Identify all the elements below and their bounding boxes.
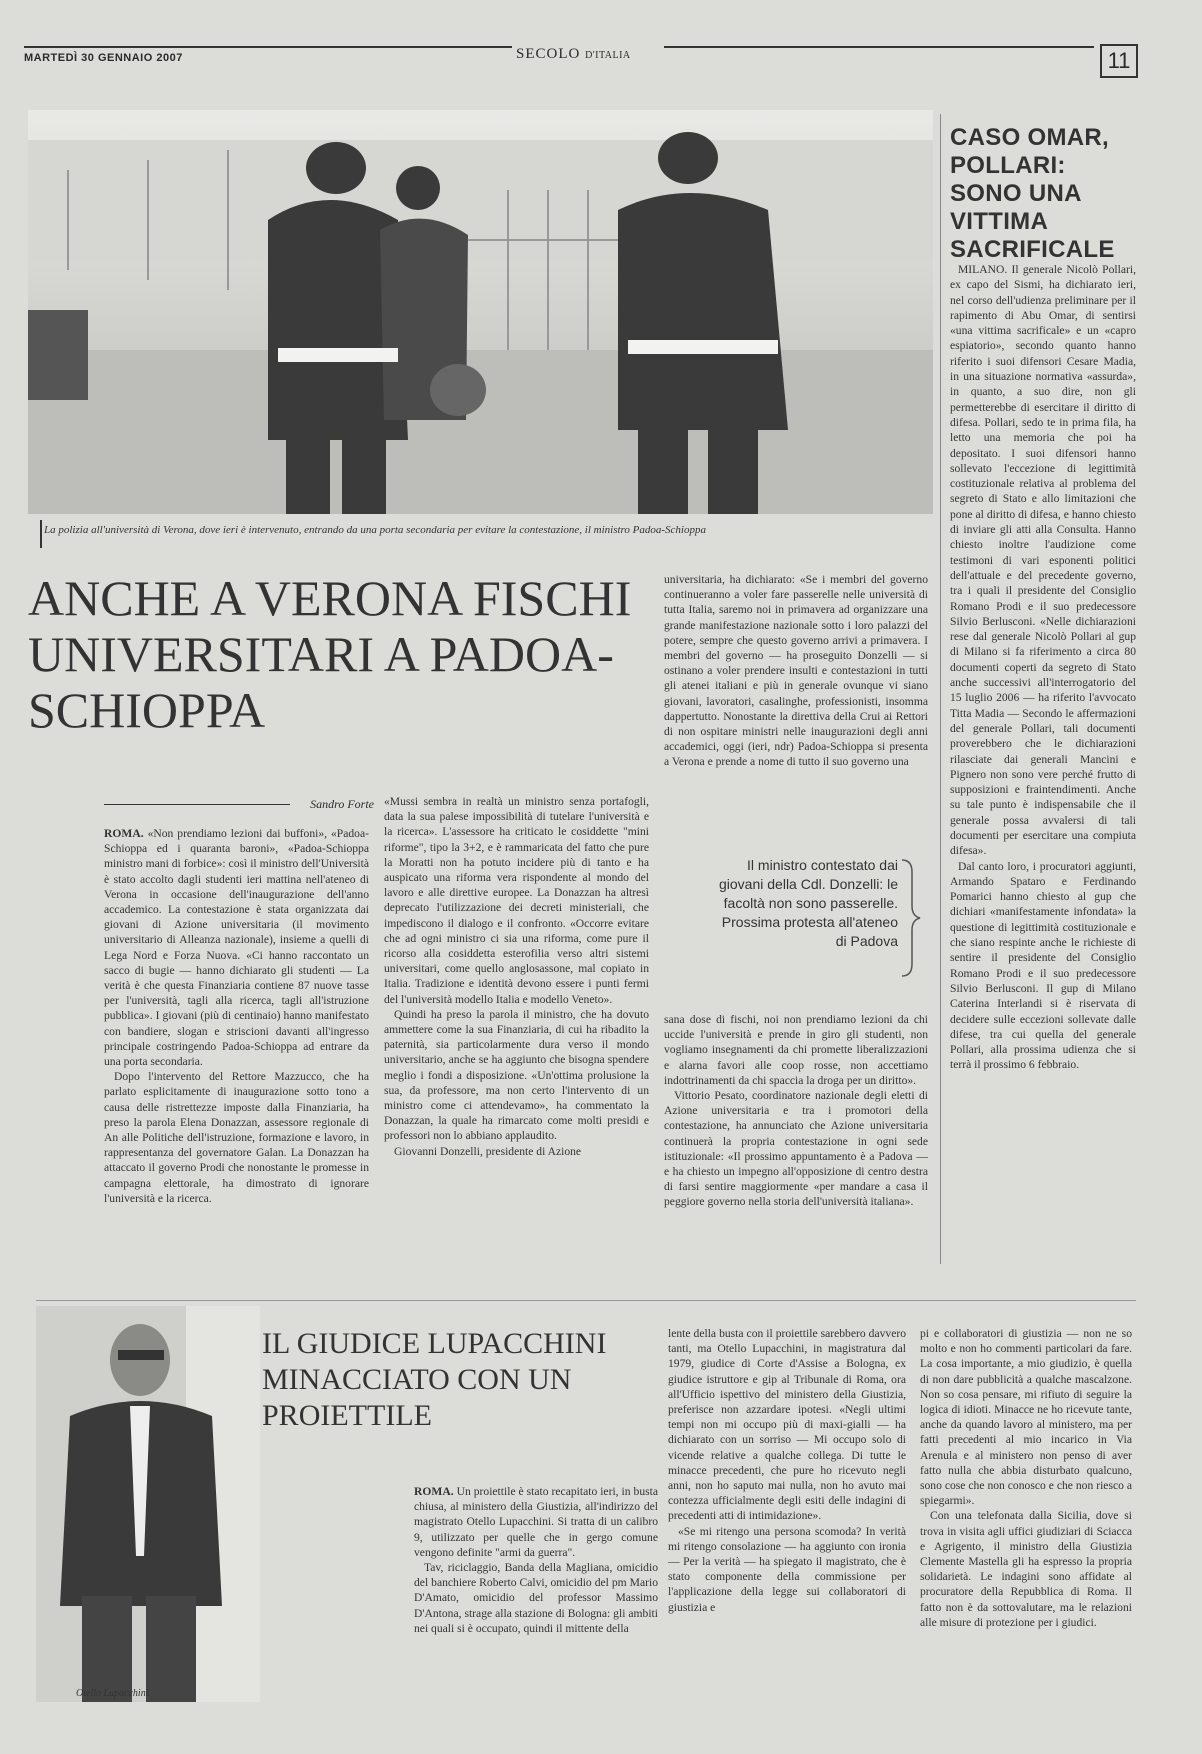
brace-ornament [898,858,924,978]
issue-date: MARTEDÌ 30 GENNAIO 2007 [24,52,183,64]
masthead-rule-left [24,46,512,48]
lead-column-2 [384,794,649,1159]
lead-text-3b: sana dose di fischi, noi non prendiamo lezioni da chi uccide l'università e prende in giro gli studenti, non vogliamo insegnamenti da chi promette liberalizzazioni e alarna favori alle coop rosse, non accettiamo indottrinamenti da chi spaccia la droga per un diritto». [664,1013,928,1087]
second-column-1 [414,1484,658,1636]
second-text-3: pi e collaboratori di giustizia — non ne so molto e non ho commenti particolari da fare. La cosa importante, a mio giudizio, è quella di non dare pubblicità a qualche mascalzone. Non so cosa pensare, mi rifiuto di seguire la logica di idioti. Minacce ne ho ricevute tante, anche da quando lavoro al ministero, ma per fatti precedenti al mio incarico in Via Arenula e al ministero non penso di aver fatto nulla che abbia disturbato qualcuno, sono cose che non conosco e che non riesco a spiegarmi». [920,1327,1132,1508]
pull-quote: Il ministro contestato dai giovani della Cdl. Donzelli: le facoltà non sono passerelle. Prossima protesta all'ateneo di Padova [719,857,898,949]
judge-photo-caption: Otello Lupacchini [76,1688,149,1699]
second-text-1: Un proiettile è stato recapitato ieri, in busta chiusa, al ministero della Giustizia, all'indirizzo del magistrato Otello Lupacchini. Si tratta di un calibro 9, utilizzato per quelle che in gergo comune vengono definite "armi da guerra". [414,1485,658,1559]
police-officers-illustration [28,110,933,514]
second-headline: IL GIUDICE LUPACCHINI MINACCIATO CON UN PROIETTILE [262,1327,607,1432]
lead-text-1: «Non prendiamo lezioni dai buffoni», «Padoa-Schioppa ed i quaranta baroni», «Padoa-Schioppa ministro mani di forbice»: così il ministro dell'Università è stato accolto dagli studenti ieri mattina nell'ateneo di Verona in occasione dell'inaugurazione dell'anno accademico. La contestazione è stata organizzata dai giovani di Azione universitaria (il movimento universitario di Alleanza nazionale), insieme a quelli di Lega Nord e Forza Nuova. «Ci hanno raccontato un sacco di bugie — hanno dichiarato gli studenti — La verità è che questa Finanziaria contiene 87 nuove tasse per l'università, tagli alla ricerca, tagli all'istruzione pubblica». I giovani (più di centinaio) hanno manifestato con bandiere, slogan e striscioni davanti all'ingresso principale costringendo Padoa-Schioppa ad entrare da una porta secondaria. [104,827,369,1069]
sidebar-paragraph-1: MILANO. Il generale Nicolò Pollari, ex capo del Sismi, ha dichiarato ieri, nel corso dell'udienza preliminare per il rapimento di Abu Omar, di sentirsi «una vittima sacrificale» e un «capro espiatorio», secondo quanto hanno riferito i suoi difensori Cesare Madia, in una situazione normativa «assurda», in quanto, a suo dire, non gli permetterebbe di esercitare il diritto di difesa. Pollari, sedo te in prima fila, ha letto una memoria che poi ha depositato. I suoi difensori hanno sollevato l'eccezione di legittimità costituzionale relativa al problema del segreto di Stato e allo limitazioni che pone al diritto di difesa, e hanno chiesto di inviare gli atti alla Consulta. Hanno chiesto inoltre l'audizione come testimoni di vari esponenti politici dell'attuale e del precedente governo, tra i quali il presidente del Consiglio Romano Prodi e il suo predecessore Silvio Berlusconi. «Nelle dichiarazioni rese dal generale Nicolò Pollari al gup di Milano si fa riferimento a circa 80 documenti coperti da segreto di Stato anche successivi all'interrogatorio del 15 luglio 2006 — ha riferito l'avvocato Titta Madia — Secondo le affermazioni del generale Pollari, tali documenti proverebbero che le dichiarazioni rilasciate dai generali Mancini e Pignero non sono vere perché frutto di supposizioni e fraintendimenti. Anche su tale punto è indispensabile che il generale possa avvalersi di tali documenti per esercitare una compiuta difesa». [950,263,1136,858]
judge-illustration [36,1306,260,1702]
page-number: 11 [1100,44,1138,78]
masthead [24,44,1138,80]
sidebar-paragraph-2: Dal canto loro, i procuratori aggiunti, Armando Spataro e Ferdinando Pomarici hanno chiesto al gup che dichiari «manifestamente infondata» la questione di legittimità costituzionale e che siano respinte anche le richieste di sentire il presidente del Consiglio Romano Prodi e il suo predecessore Silvio Berlusconi. Il gup di Milano Caterina Interlandi si è riservata di decidere sulle eccezioni sollevate dalle difese, tra cui quella del generale Pollari, alla prossima udienza che si terrà il prossimo 6 febbraio. [950,859,1136,1072]
lead-text-1b: Dopo l'intervento del Rettore Mazzucco, che ha parlato esplicitamente di inaugurazione sotto tono a causa delle ristrettezze imposte dalla Finanziaria, ha preso la parola Elena Donazzan, assessore regionale di An alle Politiche dell'istruzione, formazione e lavoro, in rappresentanza del governatore Galan. La Donazzan ha attaccato il governo Prodi che nonostante le promesse in campagna elettorale, ha dimostrato di ignorare l'università e la ricerca. [104,1070,369,1205]
second-text-1b: Tav, riciclaggio, Banda della Magliana, omicidio del banchiere Roberto Calvi, omicidio del pm Mario D'Amato, omicidio del professor Massimo D'Antona, strage alla stazione di Bologna: gli ambiti nei quali si è occupato, quindi il mittente della [414,1561,658,1635]
lead-photo-caption: La polizia all'università di Verona, dove ieri è intervenuto, entrando da una porta secondaria per evitare la contestazione, il ministro Padoa-Schioppa [44,524,706,536]
masthead-rule-right [664,46,1094,48]
lead-text-3: universitaria, ha dichiarato: «Se i membri del governo continueranno a voler fare passerelle nelle università di tutta Italia, saremo noi in primavera ad organizzare una grande manifestazione nazionale sotto i loro palazzi del potere, sempre che questo governo arrivi a primavera. I membri del governo — ha proseguito Donzelli — si ostinano a voler prendere insulti e contestazioni in tutti gli atenei italiani e più in generale ovunque vi siano giovani, lavoratori, casalinghe, professionisti, insomma dappertutto. Nonostante la direttiva della Crui ai Rettori di non ospitare ministri nelle inaugurazioni degli anni accademici, oggi (ieri, ndr) Padoa-Schioppa si presenta a Verona e prende a nome di tutto il suo governo una [664,573,928,769]
judge-photo [36,1306,260,1702]
lead-text-2c: Giovanni Donzelli, presidente di Azione [394,1144,582,1158]
lead-column-3 [664,572,928,770]
section-divider [36,1300,1136,1301]
lead-text-2b: Quindi ha preso la parola il ministro, che ha dovuto ammettere come la sua Finanziaria, di cui ha ribadito la paternità, sia particolarmente dura verso il mondo universitario, anche se ha aggiunto che bisogna spendere meglio i fondi a disposizione. «Un'ottima prolusione la sua, da professore, ma non certo l'intervento di un ministro come ci attendevamo», ha commentato la Donazzan, la quale ha rimarcato come molti presidi e professori non lo abbiano applaudito. [384,1007,649,1143]
paper-name: SECOLO D'ITALIA [516,46,631,62]
second-dateline: ROMA. [414,1485,454,1498]
sidebar-title: CASO OMAR, POLLARI: SONO UNA VITTIMA SACRIFICALE [950,124,1115,263]
lead-column-3-lower [664,1012,928,1210]
lead-column-1 [104,826,369,1206]
lead-text-2: «Mussi sembra in realtà un ministro senza portafogli, data la sua palese impossibilità di tutelare l'università e la ricerca». L'assessore ha criticato le cosiddette "mini riforme", tipo la 3+2, e è rammaricata del fatto che pure la Moratti non ha potuto incidere più di tanto e ha auspicato una riforma vera rispondente al mondo del lavoro e alle direttive europee. La Donazzan ha altresì deprecato l'utilizzazione dei decreti ministeriali, che impediscono il dialogo e il confronto. «Occorre evitare che ad ogni ministro ci sia una riforma, come pure il ricorso alla cosiddetta esterofilia verso altri sistemi universitari, come quello anglosassone, mal copiato in Italia. Tradizione e identità devono essere i punti fermi del l'università modello Italia e modello Veneto». [384,795,649,1006]
byline: Sandro Forte [104,797,374,812]
second-text-2b: «Se mi ritengo una persona scomoda? In verità mi ritengo consolazione — ha aggiunto con ironia — Per la verità — ha spiegato il magistrato, che è stato componente della commissione per l'applicazione della legge sui collaboratori di giustizia e [668,1524,906,1614]
lead-text-3c: Vittorio Pesato, coordinatore nazionale degli eletti di Azione universitaria e tra i promotori della contestazione, ha annunciato che Azione universitaria continuerà la propria contestazione in ogni sede istituzionale: «Il prossimo appuntamento è a Padova — e ha chiesto un impegno all'opposizione di centro destra di farsi sentire maggiormente «per mandare a casa il peggiore governo nella storia dell'università italiana». [664,1089,928,1209]
caption-bar [40,520,42,548]
dateline: ROMA. [104,827,144,840]
second-column-2 [668,1326,906,1615]
lead-headline: ANCHE A VERONA FISCHI UNIVERSITARI A PADOA-SCHIOPPA [28,570,632,738]
second-column-3 [920,1326,1132,1630]
second-text-3b: Con una telefonata dalla Sicilia, dove si trova in visita agli uffici giudiziari di Sciacca e Agrigento, il ministro della Giustizia Clemente Mastella gli ha espresso la propria solidarietà. Le indagini sono affidate al procuratore della Repubblica di Roma. Il fatto non è da sottovalutare, ma le relazioni alle misure di protezione per i giudici. [920,1509,1132,1629]
lead-photo [28,110,933,514]
second-text-2: lente della busta con il proiettile sarebbero davvero tanti, ma Otello Lupacchini, in magistratura dal 1979, giudice di Corte d'Assise a Bologna, ex giudice istruttore e gip al Tribunale di Roma, ora all'Ufficio ispettivo del ministero della Giustizia, preferisce non azzardare ipotesi. «Negli ultimi tempi non mi occupo più di maxi-gialli — ha dichiarato con un sorriso — Mi occupo solo di vicende relative a qualche collega. Di tutte le minacce precedenti, che pure ho ricevuto negli anni, non ho saputo mai nulla, non ho avuto mai contezza ufficialmente degli esiti delle indagini di precedenti atti di intimidazione». [668,1327,906,1523]
sidebar-text [950,262,1136,1073]
